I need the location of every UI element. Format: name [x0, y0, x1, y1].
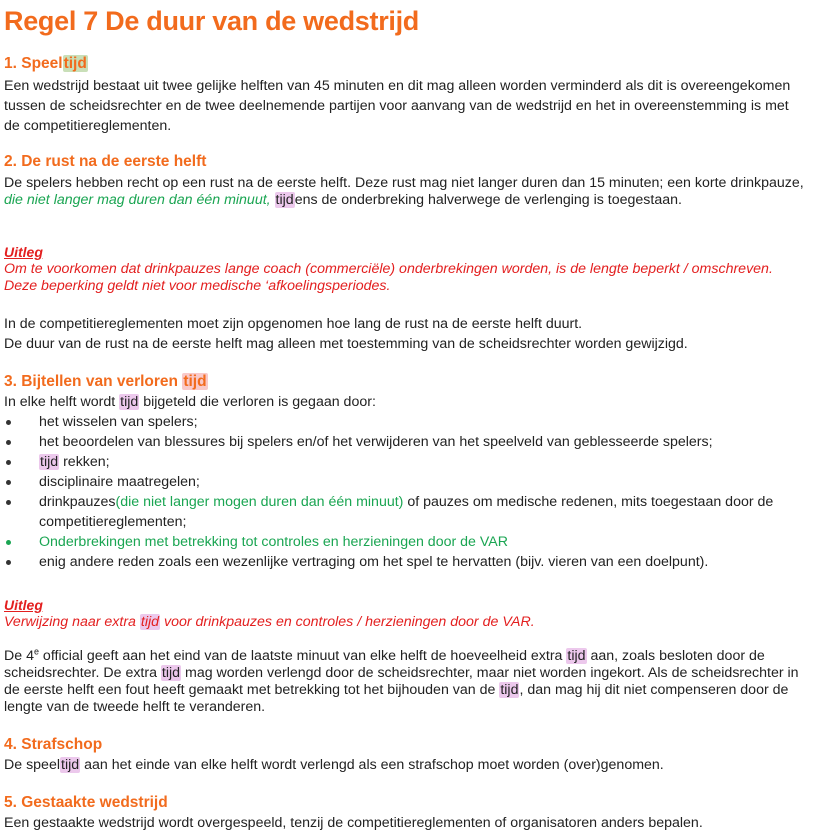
uitleg-label: Uitleg	[4, 244, 43, 260]
list-item-text: drinkpauzes	[39, 494, 116, 510]
superscript: e	[33, 646, 39, 657]
section-4-paragraph	[4, 755, 804, 775]
section-3-uitleg	[4, 597, 804, 631]
paragraph-text-b: aan het einde van elke helft wordt verlengd als een strafschop moet worden (over)genomen.	[80, 757, 664, 773]
bullet-icon	[6, 500, 11, 505]
highlight-tijd: tijd	[120, 394, 139, 410]
section-3-extra	[4, 648, 804, 716]
list-item-text: Onderbrekingen met betrekking tot controles en herzieningen door de VAR	[39, 534, 508, 550]
highlight-tijd: tijd	[275, 192, 294, 208]
list-item-text: rekken;	[59, 454, 110, 470]
list-item	[4, 432, 804, 452]
bullet-icon	[6, 480, 11, 485]
highlight-tijd: tijd	[567, 648, 586, 664]
bullet-icon	[6, 420, 11, 425]
paragraph-text-e: , dan mag hij dit niet compenseren door de lengte van de tweede helft te veranderen.	[4, 682, 789, 715]
paragraph-text-b: official geeft aan het eind van de laatste minuut van elke helft de hoeveelheid extra	[38, 648, 567, 664]
list-item-text: het wisselen van spelers;	[39, 414, 198, 430]
highlight-tijd: tijd	[61, 757, 80, 773]
section-3	[4, 372, 804, 572]
section-4	[4, 735, 804, 775]
list-item	[4, 472, 804, 492]
uitleg-text: Om te voorkomen dat drinkpauzes lange coach (commerciële) onderbrekingen worden, is de lengte beperkt / omschreven. Deze beperking geldt niet voor medische ‘afkoelingsperiodes.	[4, 261, 773, 294]
list-item	[4, 412, 804, 432]
section-1-paragraph: Een wedstrijd bestaat uit twee gelijke helften van 45 minuten en dit mag alleen worden verminderd als dit is overeengekomen tussen de scheidsrechter en de twee deelnemende partijen voor aanvang van de wedstrijd en het in overeenstemming is met de competitiereglementen.	[4, 78, 791, 134]
highlight-tijd: tijd	[140, 614, 160, 630]
highlight-tijd: tijd	[40, 454, 59, 470]
list-item	[4, 452, 804, 472]
uitleg-label: Uitleg	[4, 597, 43, 613]
section-1-heading	[4, 54, 804, 74]
section-5-paragraph: Een gestaakte wedstrijd wordt overgespeeld, tenzij de competitiereglementen of organisatoren anders bepalen.	[4, 815, 703, 831]
list-item-text-b: of pauzes om medische redenen, mits toegestaan door de competitiereglementen;	[39, 494, 774, 530]
list-item	[4, 532, 804, 552]
section-1-heading-text: 1. Speel	[4, 55, 63, 72]
section-2-paragraph-2: In de competitiereglementen moet zijn opgenomen hoe lang de rust na de eerste helft duurt.	[4, 316, 583, 332]
reasons-list	[4, 412, 804, 572]
section-3-intro	[4, 392, 804, 412]
list-item-text: het beoordelen van blessures bij spelers en/of het verwijderen van het speelveld van geblesseerde spelers;	[39, 434, 713, 450]
section-3-paragraph	[4, 648, 804, 716]
uitleg-text-b: voor drinkpauzes en controles / herzieningen door de VAR.	[160, 614, 535, 630]
list-item-green-text: (die niet langer mogen duren dan één minuut)	[115, 494, 404, 510]
section-2-green-text: die niet langer mag duren dan één minuut,	[4, 192, 271, 208]
bullet-icon	[6, 540, 11, 545]
uitleg-text	[4, 614, 804, 631]
section-3-intro-a: In elke helft wordt	[4, 394, 120, 410]
list-item-text: enig andere reden zoals een wezenlijke vertraging om het spel te hervatten (bijv. vieren van een doelpunt).	[39, 554, 709, 570]
uitleg-text-a: Verwijzing naar extra	[4, 614, 140, 630]
section-2-paragraph-3: De duur van de rust na de eerste helft mag alleen met toestemming van de scheidsrechter worden gewijzigd.	[4, 336, 688, 352]
section-3-heading-text: 3. Bijtellen van verloren	[4, 373, 183, 390]
highlight-tijd: tijd	[63, 55, 87, 72]
section-2-heading: 2. De rust na de eerste helft	[4, 153, 207, 170]
section-1	[4, 54, 804, 136]
paragraph-text-a: De speel	[4, 757, 60, 773]
paragraph-text-d: mag worden verlengd door de scheidsrechter, maar niet worden ingekort. Als de scheidsrechter in de eerste helft een fout heeft gemaakt met betrekking tot het bijhouden van de	[4, 665, 799, 698]
section-5	[4, 793, 804, 833]
section-2-text-b: ens de onderbreking halverwege de verlenging is toegestaan.	[294, 192, 682, 208]
section-2	[4, 152, 804, 209]
highlight-tijd: tijd	[500, 682, 519, 698]
highlight-tijd: tijd	[183, 373, 207, 390]
section-2-extra	[4, 314, 804, 354]
section-3-intro-b: bijgeteld die verloren is gegaan door:	[139, 394, 376, 410]
bullet-icon	[6, 440, 11, 445]
paragraph-text-a: De 4	[4, 648, 34, 664]
section-5-heading: 5. Gestaakte wedstrijd	[4, 794, 168, 811]
paragraph-text-c: aan, zoals besloten door de scheidsrechter. De extra	[4, 648, 765, 681]
highlight-tijd: tijd	[161, 665, 181, 681]
bullet-icon	[6, 460, 11, 465]
list-item	[4, 492, 804, 532]
bullet-icon	[6, 560, 11, 565]
section-4-heading: 4. Strafschop	[4, 736, 103, 753]
section-2-uitleg	[4, 244, 804, 295]
section-2-text-a: De spelers hebben recht op een rust na de eerste helft. Deze rust mag niet langer duren dan 15 minuten; een korte drinkpauze,	[4, 175, 804, 191]
list-item	[4, 552, 804, 572]
section-2-paragraph	[4, 175, 804, 209]
page-title: Regel 7 De duur van de wedstrijd	[4, 6, 420, 36]
list-item-text: disciplinaire maatregelen;	[39, 474, 200, 490]
section-3-heading	[4, 372, 804, 392]
